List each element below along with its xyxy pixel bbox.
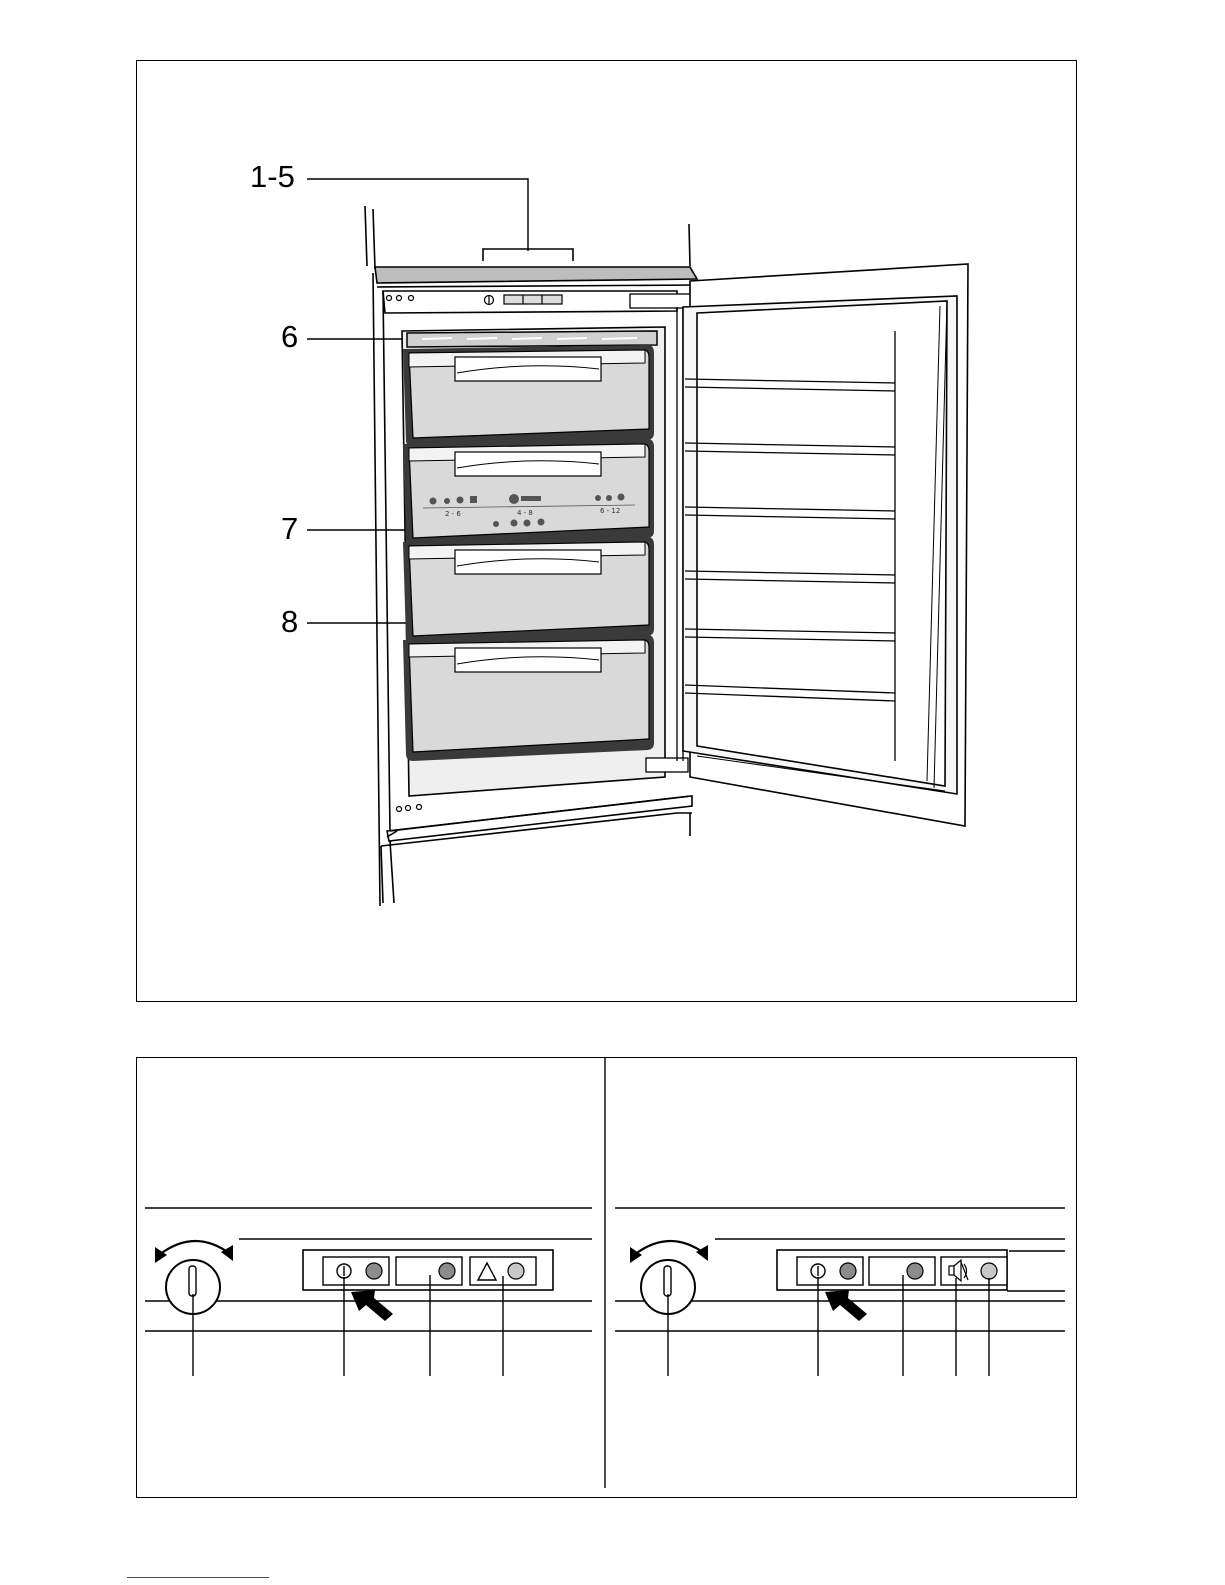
press-arrow-icon (351, 1290, 393, 1321)
power-switch[interactable] (797, 1257, 863, 1285)
left-control-panel (145, 1208, 592, 1376)
storage-range-1: 2 - 6 (445, 510, 461, 518)
indicator-lamp (396, 1257, 462, 1285)
callout-7: 7 (281, 511, 299, 546)
rotate-arrow-icon (634, 1241, 704, 1255)
freezer-illustration (137, 61, 1078, 1003)
footer-link-underline[interactable] (127, 1577, 269, 1578)
power-switch[interactable] (323, 1257, 389, 1285)
freezer-door (683, 264, 968, 826)
top-control-strip (485, 295, 563, 305)
drawer-3 (403, 537, 654, 645)
indicator-lamp (869, 1257, 935, 1285)
press-arrow-icon (825, 1290, 867, 1321)
control-panel-illustration (137, 1058, 1078, 1499)
control-panel-illustration-frame (136, 1057, 1077, 1498)
freezer-illustration-frame (136, 60, 1077, 1002)
callout-1-5: 1-5 (250, 159, 295, 194)
drawer-4 (403, 635, 654, 761)
drawer-1 (403, 345, 654, 447)
storage-range-3: 6 - 12 (600, 507, 621, 515)
freezer-flap (407, 331, 657, 347)
rotate-arrow-icon (159, 1241, 229, 1255)
callout-6: 6 (281, 319, 299, 354)
right-control-panel (615, 1208, 1065, 1376)
drawer-2 (403, 439, 654, 547)
storage-range-2: 4 - 8 (517, 509, 533, 517)
callout-8: 8 (281, 604, 299, 639)
leader-1-5 (307, 179, 528, 251)
temperature-dial[interactable] (630, 1241, 708, 1314)
temperature-dial[interactable] (155, 1241, 233, 1314)
alarm-lamp (981, 1263, 997, 1279)
alarm-mute-button[interactable] (941, 1257, 1007, 1285)
